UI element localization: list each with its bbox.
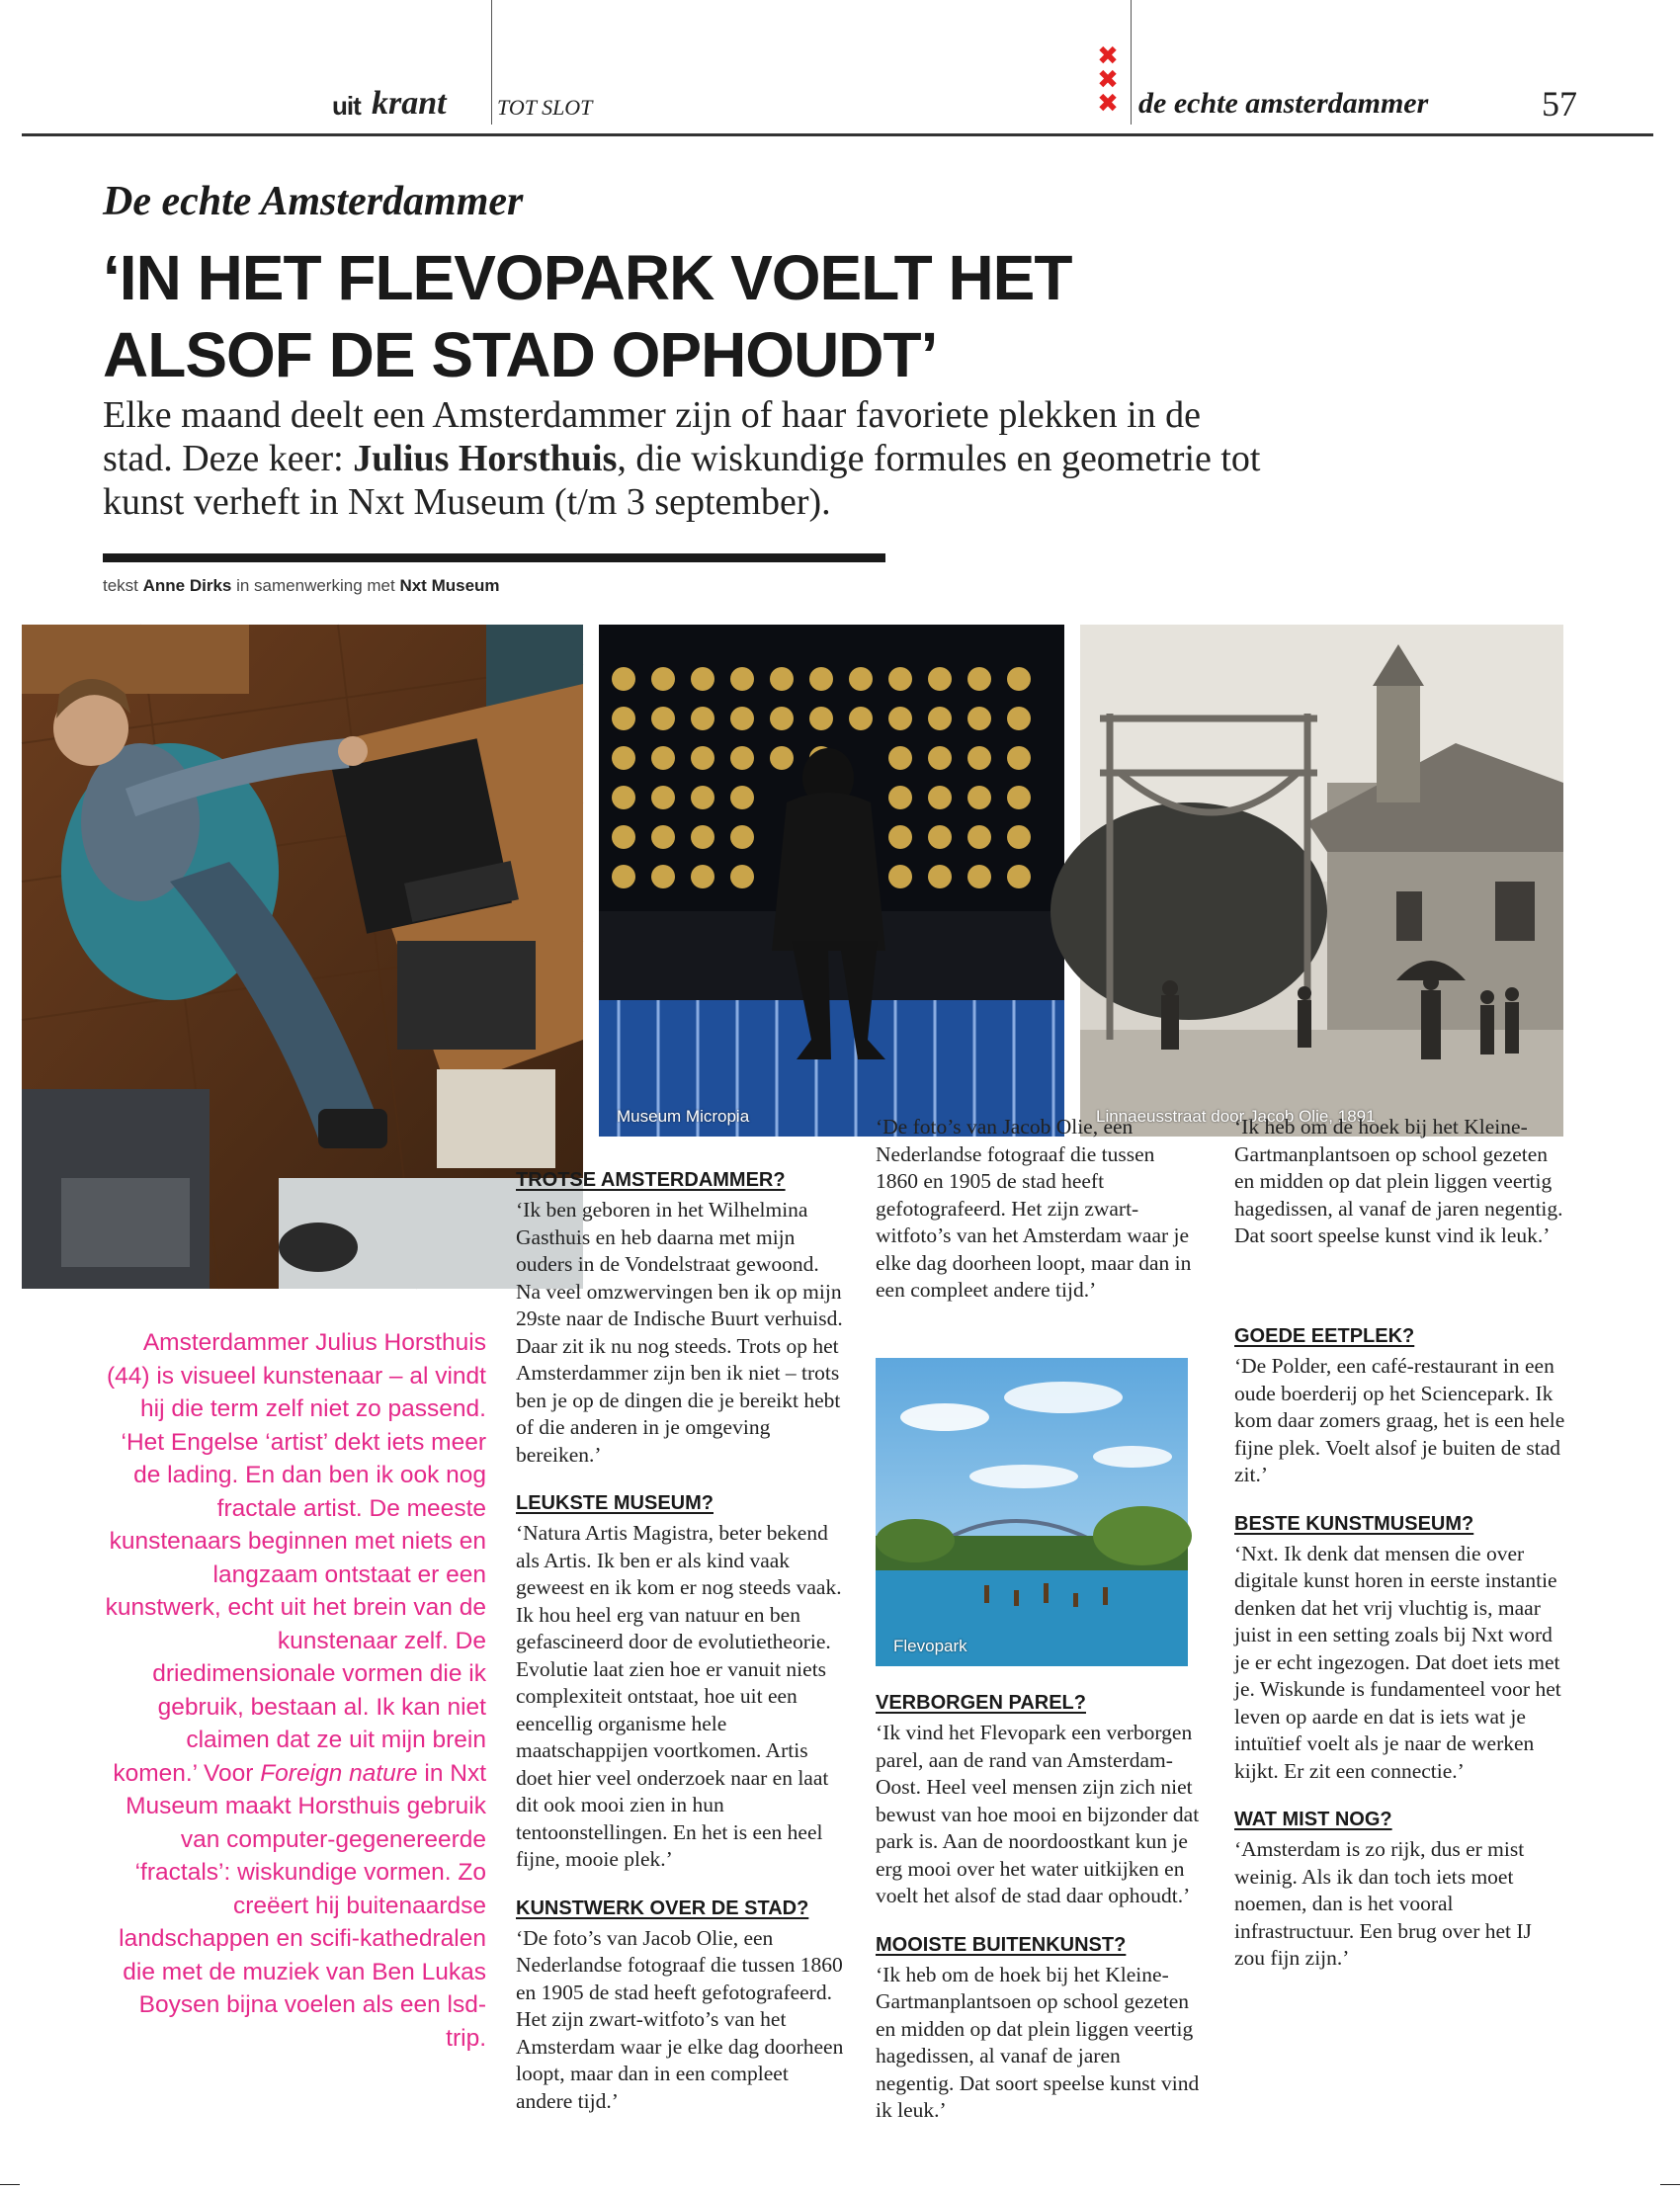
question-heading: MOOISTE BUITENKUNST? <box>876 1933 1127 1956</box>
intro-text: Elke maand deelt een Amsterdammer zijn of haar favoriete plekken in de stad. Deze keer: Julius Horsthuis, die wiskundige formules en geometrie tot kunst verheft in Nxt Museum (t/m 3 september). <box>103 394 1261 523</box>
answer-text: ‘Amsterdam is zo rijk, dus er mist weinig. Als ik dan toch iets moet noemen, dan is het vooral infrastructuur. Een brug over het IJ zou fijn zijn.’ <box>1234 1837 1532 1970</box>
caption-micropia: Museum Micropia <box>617 1107 750 1126</box>
caption-linnaeusstraat: Linnaeusstraat door Jacob Olie, 1891 <box>1096 1107 1376 1126</box>
answer-text: ‘De Polder, een café-restaurant in een oude boerderij op het Sciencepark. Ik kom daar zomers graag, het is een hele fijne plek. Voelt alsof je buiten de stad zit.’ <box>1234 1354 1565 1486</box>
question-heading: WAT MIST NOG? <box>1234 1809 1392 1830</box>
answer-text: ‘De foto’s van Jacob Olie, een Nederlandse fotograaf die tussen 1860 en 1905 de stad heeft gefotografeerd. Het zijn zwart-witfoto’s van het Amsterdam waar je elke dag doorheen loopt, maar dan in een compleet andere tijd.’ <box>516 1925 844 2113</box>
answer-continued-text: ‘De foto’s van Jacob Olie, een Nederlandse fotograaf die tussen 1860 en 1905 de stad heeft gefotografeerd. Het zijn zwart-witfoto’s van het Amsterdam waar je elke dag doorheen loopt, maar dan in een compleet andere tijd.’ <box>876 1115 1192 1302</box>
answer-text: ‘Nxt. Ik denk dat mensen die over digitale kunst horen in eerste instantie denken dat het vrij vluchtig is, maar juist in een setting zoals bij Nxt word je er echt ingezogen. Dat doet iets met je. Wiskunde is fundamenteel voor het leven op aarde en dat is iets wat je intuïtief voelt als je naar de werken kijkt. Er zit een connectie.’ <box>1234 1541 1561 1783</box>
headline: ‘IN HET FLEVOPARK VOELT HET ALSOF DE STAD OPHOUDT’ <box>103 242 1072 390</box>
column-1 <box>516 1167 847 2113</box>
header-rule <box>22 133 1653 136</box>
logo-krant: krant <box>372 85 447 122</box>
photo-portrait <box>22 625 583 1289</box>
intro-name: Julius Horsthuis <box>353 438 618 479</box>
crop-mark <box>1660 2184 1680 2185</box>
intro-paragraph: Amsterdammer Julius Horsthuis (44) is visueel kunstenaar – al vindt hij die term zelf niet zo passend. ‘Het Engelse ‘artist’ dekt iets meer de lading. En dan ben ik ook nog fractale artist. De meeste kunstenaars beginnen met niets en langzaam ontstaat er een kunstwerk, echt uit het brein van de kunstenaar zelf. De driedimensionale vormen die ik gebruik, bestaan al. Ik kan niet claimen dat ze uit mijn brein komen.’ Voor Foreign nature in Nxt Museum maakt Horsthuis gebruik van computer-gegenereerde ‘fractals’: wiskundige vormen. Zo creëert hij buitenaardse landschappen en scifi-kathedralen die met de muziek van Ben Lukas Boysen bijna voelen als een lsd-trip. <box>105 1329 486 2052</box>
photo-linnaeusstraat <box>1080 625 1563 1137</box>
intro-rule <box>103 553 885 562</box>
credits: tekst Anne Dirks in samenwerking met Nxt Museum <box>103 576 500 595</box>
answer-text: ‘Natura Artis Magistra, beter bekend als Artis. Ik ben er als kind vaak geweest en ik kom er nog steeds vaak. Ik hou heel erg van natuur en ben gefascineerd door de evolutietheorie. Evolutie laat zien hoe er vanuit niets complexiteit ontstaat, hoe uit een eencellig organisme hele maatschappijen voortkomen. Artis doet hier veel onderzoek naar en laat dit ook mooi zien in hun tentoonstellingen. En het is een heel fijne, mooie plek.’ <box>516 1521 842 1871</box>
answer-text: ‘Ik ben geboren in het Wilhelmina Gasthuis en heb daarna met mijn ouders in de Vondelstraat gewoond. Na veel omzwervingen ben ik op mijn 29ste naar de Indische Buurt verhuisd. Daar zit ik nu nog steeds. Trots op het Amsterdammer zijn ben ik niet – trots ben je op de dingen die je bereikt hebt of die anderen in je omgeving bereiken.’ <box>516 1198 843 1467</box>
answer-text: ‘Ik heb om de hoek bij het Kleine-Gartmanplantsoen op school gezeten en midden op dat plein liggen veertig hagedissen, al vanaf de jaren negentig. Dat soort speelse kunst vind ik leuk.’ <box>876 1962 1200 2122</box>
question-heading: KUNSTWERK OVER DE STAD? <box>516 1897 809 1919</box>
question-heading: BESTE KUNSTMUSEUM? <box>1234 1512 1474 1535</box>
column-2-lower <box>876 1690 1202 2122</box>
question-heading: LEUKSTE MUSEUM? <box>516 1492 714 1514</box>
header-divider <box>491 0 492 125</box>
header-divider <box>1131 0 1132 125</box>
question-heading: TROTSE AMSTERDAMMER? <box>516 1169 786 1191</box>
photo-micropia <box>599 625 1064 1137</box>
kicker: De echte Amsterdammer <box>103 179 524 224</box>
photo-flevopark <box>876 1358 1188 1666</box>
column-3 <box>1234 1115 1565 1973</box>
amsterdam-crosses-icon: ✖ ✖ ✖ <box>1097 42 1119 119</box>
logo-uit: uit <box>332 91 361 121</box>
answer-continued-text: ‘Ik heb om de hoek bij het Kleine-Gartmanplantsoen op school gezeten en midden op dat plein liggen veertig hagedissen, al vanaf de jaren negentig. Dat soort speelse kunst vind ik leuk.’ <box>1234 1115 1563 1247</box>
crop-mark <box>0 2184 20 2185</box>
column-2 <box>876 1115 1202 1302</box>
artwork-title: Foreign nature <box>260 1759 418 1787</box>
page-number: 57 <box>1542 84 1577 124</box>
question-heading: VERBORGEN PAREL? <box>876 1692 1086 1714</box>
question-heading: GOEDE EETPLEK? <box>1234 1325 1415 1347</box>
caption-flevopark: Flevopark <box>893 1637 967 1655</box>
section-label: TOT SLOT <box>497 95 593 120</box>
series-label: de echte amsterdammer <box>1138 87 1429 120</box>
answer-text: ‘Ik vind het Flevopark een verborgen parel, aan de rand van Amsterdam-Oost. Heel veel mensen zijn zich niet bewust van hoe mooi en bijzonder dat park is. Aan de noordoostkant kun je erg mooi over het water uitkijken en voelt het alsof de stad daar ophoudt.’ <box>876 1721 1200 1907</box>
